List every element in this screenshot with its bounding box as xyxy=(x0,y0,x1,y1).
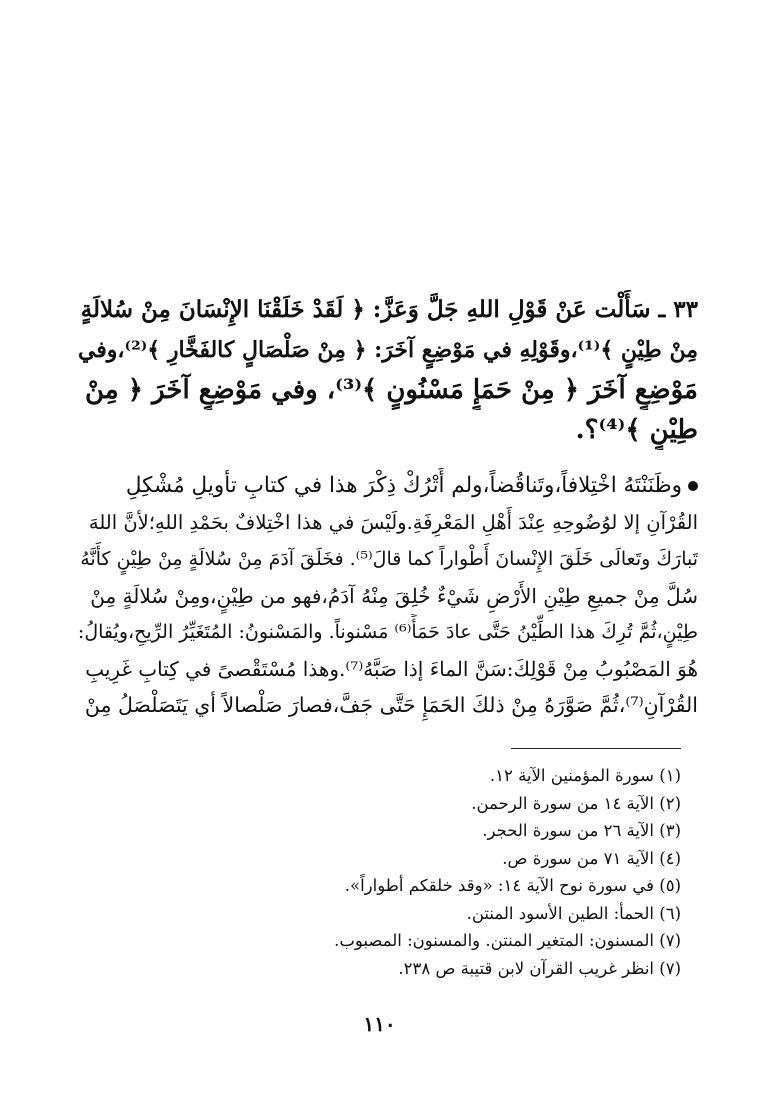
answer-line-2: القُرْآنِ إلا لوُضُوحِهِ عِنْدَ أَهْلِ المَعْرِفَةِ.ولَيْسَ في هذا اخْتِلافٌ بحَمْدِ اللهِ؛لأنَّ اللهَ xyxy=(88,510,698,534)
footnote-6: (٦) الحمأ: الطين الأسود المنتن. xyxy=(466,903,681,923)
footnote-5: (٥) في سورة نوح الآية ١٤: «وقد خلقكم أطواراً». xyxy=(344,876,681,895)
answer-line-6: هُوَ المَصْبُوبُ مِنْ قَوْلِكَ:سَنَّ الماءَ إذا صَبَّهُ⁽⁷⁾.وهذا مُسْتَقْصىً في كِتابِ غَرِيبِ xyxy=(85,656,698,681)
answer-line-7: القُرْآنِ⁽⁷⁾،ثُمَّ صَوَّرَهُ مِنْ ذلكَ الحَمَإِ حَتَّى جَفَّ،فصارَ صَلْصالاً أي يَتَصَلْصَلُ مِنْ xyxy=(84,693,698,717)
footnote-divider xyxy=(511,748,681,749)
bullet-icon xyxy=(688,481,698,491)
footnote-7: (٧) المسنون: المتغير المنتن. والمسنون: المصبوب. xyxy=(334,931,681,950)
footnote-4: (٤) الآية ٧١ من سورة ص. xyxy=(502,848,681,868)
footnote-3: (٣) الآية ٢٦ من سورة الحجر. xyxy=(482,821,681,840)
question-line-2: مِنْ طِيْنٍ ﴾⁽¹⁾،وقَوْلِهِ في مَوْضِعٍ آخَرَ: ﴿ مِنْ صَلْصَالٍ كالفَخَّارِ ﴾⁽²⁾،وفي xyxy=(78,337,698,363)
question-paragraph xyxy=(78,290,698,450)
footnote-1: (١) سورة المؤمنين الآية ١٢. xyxy=(489,766,681,785)
page-number: ١١٠ xyxy=(363,1012,396,1036)
answer-line-4: سُلَّ مِنْ جميعِ طِيْنِ الأَرْضِ شَيْءٌ خُلِقَ مِنْهُ آدَمُ،فهو من طِيْنٍ،ومِنْ سُلالَةٍ مِنْ xyxy=(90,583,698,608)
answer-line-1-text: وظَنَنْتَهُ اخْتِلافاً،وتَناقُضاً،ولم أَتْرُكْ ذِكْرَ هذا في كتابِ تأويلِ مُشْكِلِ xyxy=(125,473,682,498)
answer-paragraph xyxy=(78,468,698,724)
question-line-3: مَوْضِعٍ آخَرَ ﴿ مِنْ حَمَإٍ مَسْنُونٍ ﴾⁽³⁾، وفي مَوْضِعٍ آخَرَ ﴿ مِنْ xyxy=(85,375,698,405)
footnote-8: (٧) انظر غريب القرآن لابن قتيبة ص ٢٣٨. xyxy=(398,958,681,978)
footnotes xyxy=(81,762,681,982)
answer-line-3: تَبارَكَ وتَعالَى خَلَقَ الإِنْسانَ أَطْواراً كما قالَ⁽⁵⁾. فخَلَقَ آدَمَ مِنْ سُلالَةٍ مِنْ طِيْنٍ كأَنَّهُ xyxy=(80,548,698,570)
answer-line-1 xyxy=(78,468,698,505)
question-line-4: طِيْنٍ ﴾⁽⁴⁾؟. xyxy=(575,415,698,445)
question-line-1: ٣٣ ـ سَأَلْت عَنْ قَوْلِ اللهِ جَلَّ وَعَزَّ: ﴿ لَقَدْ خَلَقْنَا الإِنْسَانَ مِنْ سُلالَةٍ xyxy=(80,296,698,323)
answer-line-5: طِيْنٍ،ثُمَّ تُرِكَ هذا الطِّيْنُ حَتَّى عادَ حَمَأً⁽⁶⁾ مَسْنوناً. والمَسْنونُ: المُتَغَيِّرُ الرِّيحِ،ويُقالُ: xyxy=(78,621,698,643)
footnote-2: (٢) الآية ١٤ من سورة الرحمن. xyxy=(471,793,681,813)
